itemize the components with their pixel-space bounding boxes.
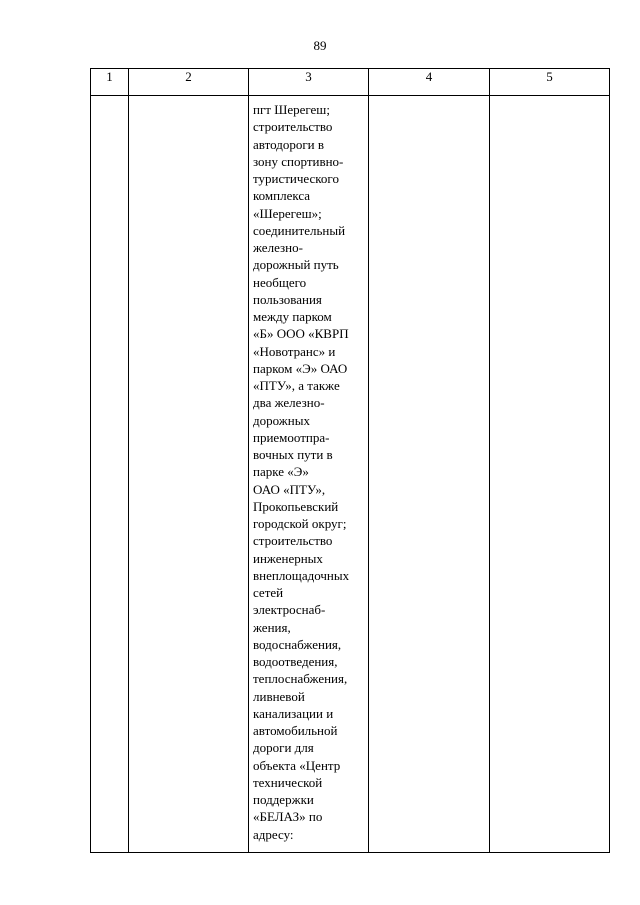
cell-text-line: дорожных — [253, 412, 310, 428]
cell-col1 — [91, 96, 129, 853]
cell-text-line: внеплощадочных — [253, 567, 350, 583]
cell-text-line: строительство — [253, 533, 333, 549]
cell-text-line: строительство — [253, 119, 333, 135]
cell-text-line: пользования — [253, 291, 322, 307]
cell-text-line: теплоснабжения, — [253, 671, 348, 687]
cell-text-line: железно- — [253, 240, 303, 255]
cell-text-line: зону спортивно- — [253, 153, 344, 169]
cell-text-line: туристического — [253, 171, 339, 186]
header-cell-5: 5 — [490, 69, 610, 96]
cell-text-line: водоотведения, — [253, 654, 338, 669]
header-cell-3: 3 — [249, 69, 369, 96]
page-number: 89 — [313, 38, 327, 53]
cell-col2 — [129, 96, 249, 853]
cell-col5 — [490, 96, 610, 853]
cell-text-line: водоснабжения, — [253, 636, 342, 652]
cell-text-line: городской округ; — [253, 516, 347, 531]
cell-text-line: два железно- — [253, 395, 325, 411]
cell-text-line: между парком — [253, 309, 332, 324]
cell-text-line: вочных пути в — [253, 447, 333, 462]
cell-col3 — [249, 96, 369, 853]
cell-text-line: ливневой — [253, 688, 305, 704]
cell-text-line: парке «Э» — [253, 464, 309, 480]
cell-text-line: поддержки — [253, 792, 314, 807]
cell-text-line: автомобильной — [253, 723, 338, 738]
header-cell-1: 1 — [91, 69, 129, 96]
header-cell-4: 4 — [369, 69, 490, 96]
cell-text-line: дороги для — [253, 740, 314, 756]
cell-text-line: приемоотпра- — [253, 429, 330, 445]
cell-text-line: электроснаб- — [253, 602, 326, 618]
cell-text-line: «Новотранс» и — [253, 343, 336, 359]
cell-text-line: «БЕЛАЗ» по — [253, 809, 323, 825]
cell-text-line: «ПТУ», а также — [253, 378, 340, 393]
document-table — [90, 68, 610, 853]
cell-text-line: парком «Э» ОАО — [253, 360, 348, 376]
cell-text-line: инженерных — [253, 550, 323, 566]
cell-text-line: ОАО «ПТУ», — [253, 481, 326, 497]
cell-col4 — [369, 96, 490, 853]
cell-text-line: «Шерегеш»; — [253, 205, 322, 221]
cell-text-line: пгт Шерегеш; — [253, 102, 330, 117]
cell-text-line: «Б» ООО «КВРП — [253, 326, 349, 342]
cell-col3-text — [249, 96, 368, 843]
header-cell-2: 2 — [129, 69, 249, 96]
cell-text-line: объекта «Центр — [253, 757, 341, 773]
cell-text-line: технической — [253, 774, 323, 790]
cell-text-line: сетей — [253, 585, 284, 600]
cell-text-line: жения, — [253, 619, 291, 635]
cell-text-line: адресу: — [253, 826, 294, 842]
cell-text-line: дорожный путь — [253, 257, 339, 273]
table-header-row — [91, 69, 610, 96]
table-row — [91, 96, 610, 853]
cell-text-line: канализации и — [253, 705, 334, 721]
cell-text-line: автодороги в — [253, 136, 325, 152]
cell-text-line: Прокопьевский — [253, 498, 339, 514]
cell-text-line: комплекса — [253, 188, 311, 204]
cell-text-line: соединительный — [253, 222, 346, 238]
cell-text-line: необщего — [253, 274, 307, 290]
